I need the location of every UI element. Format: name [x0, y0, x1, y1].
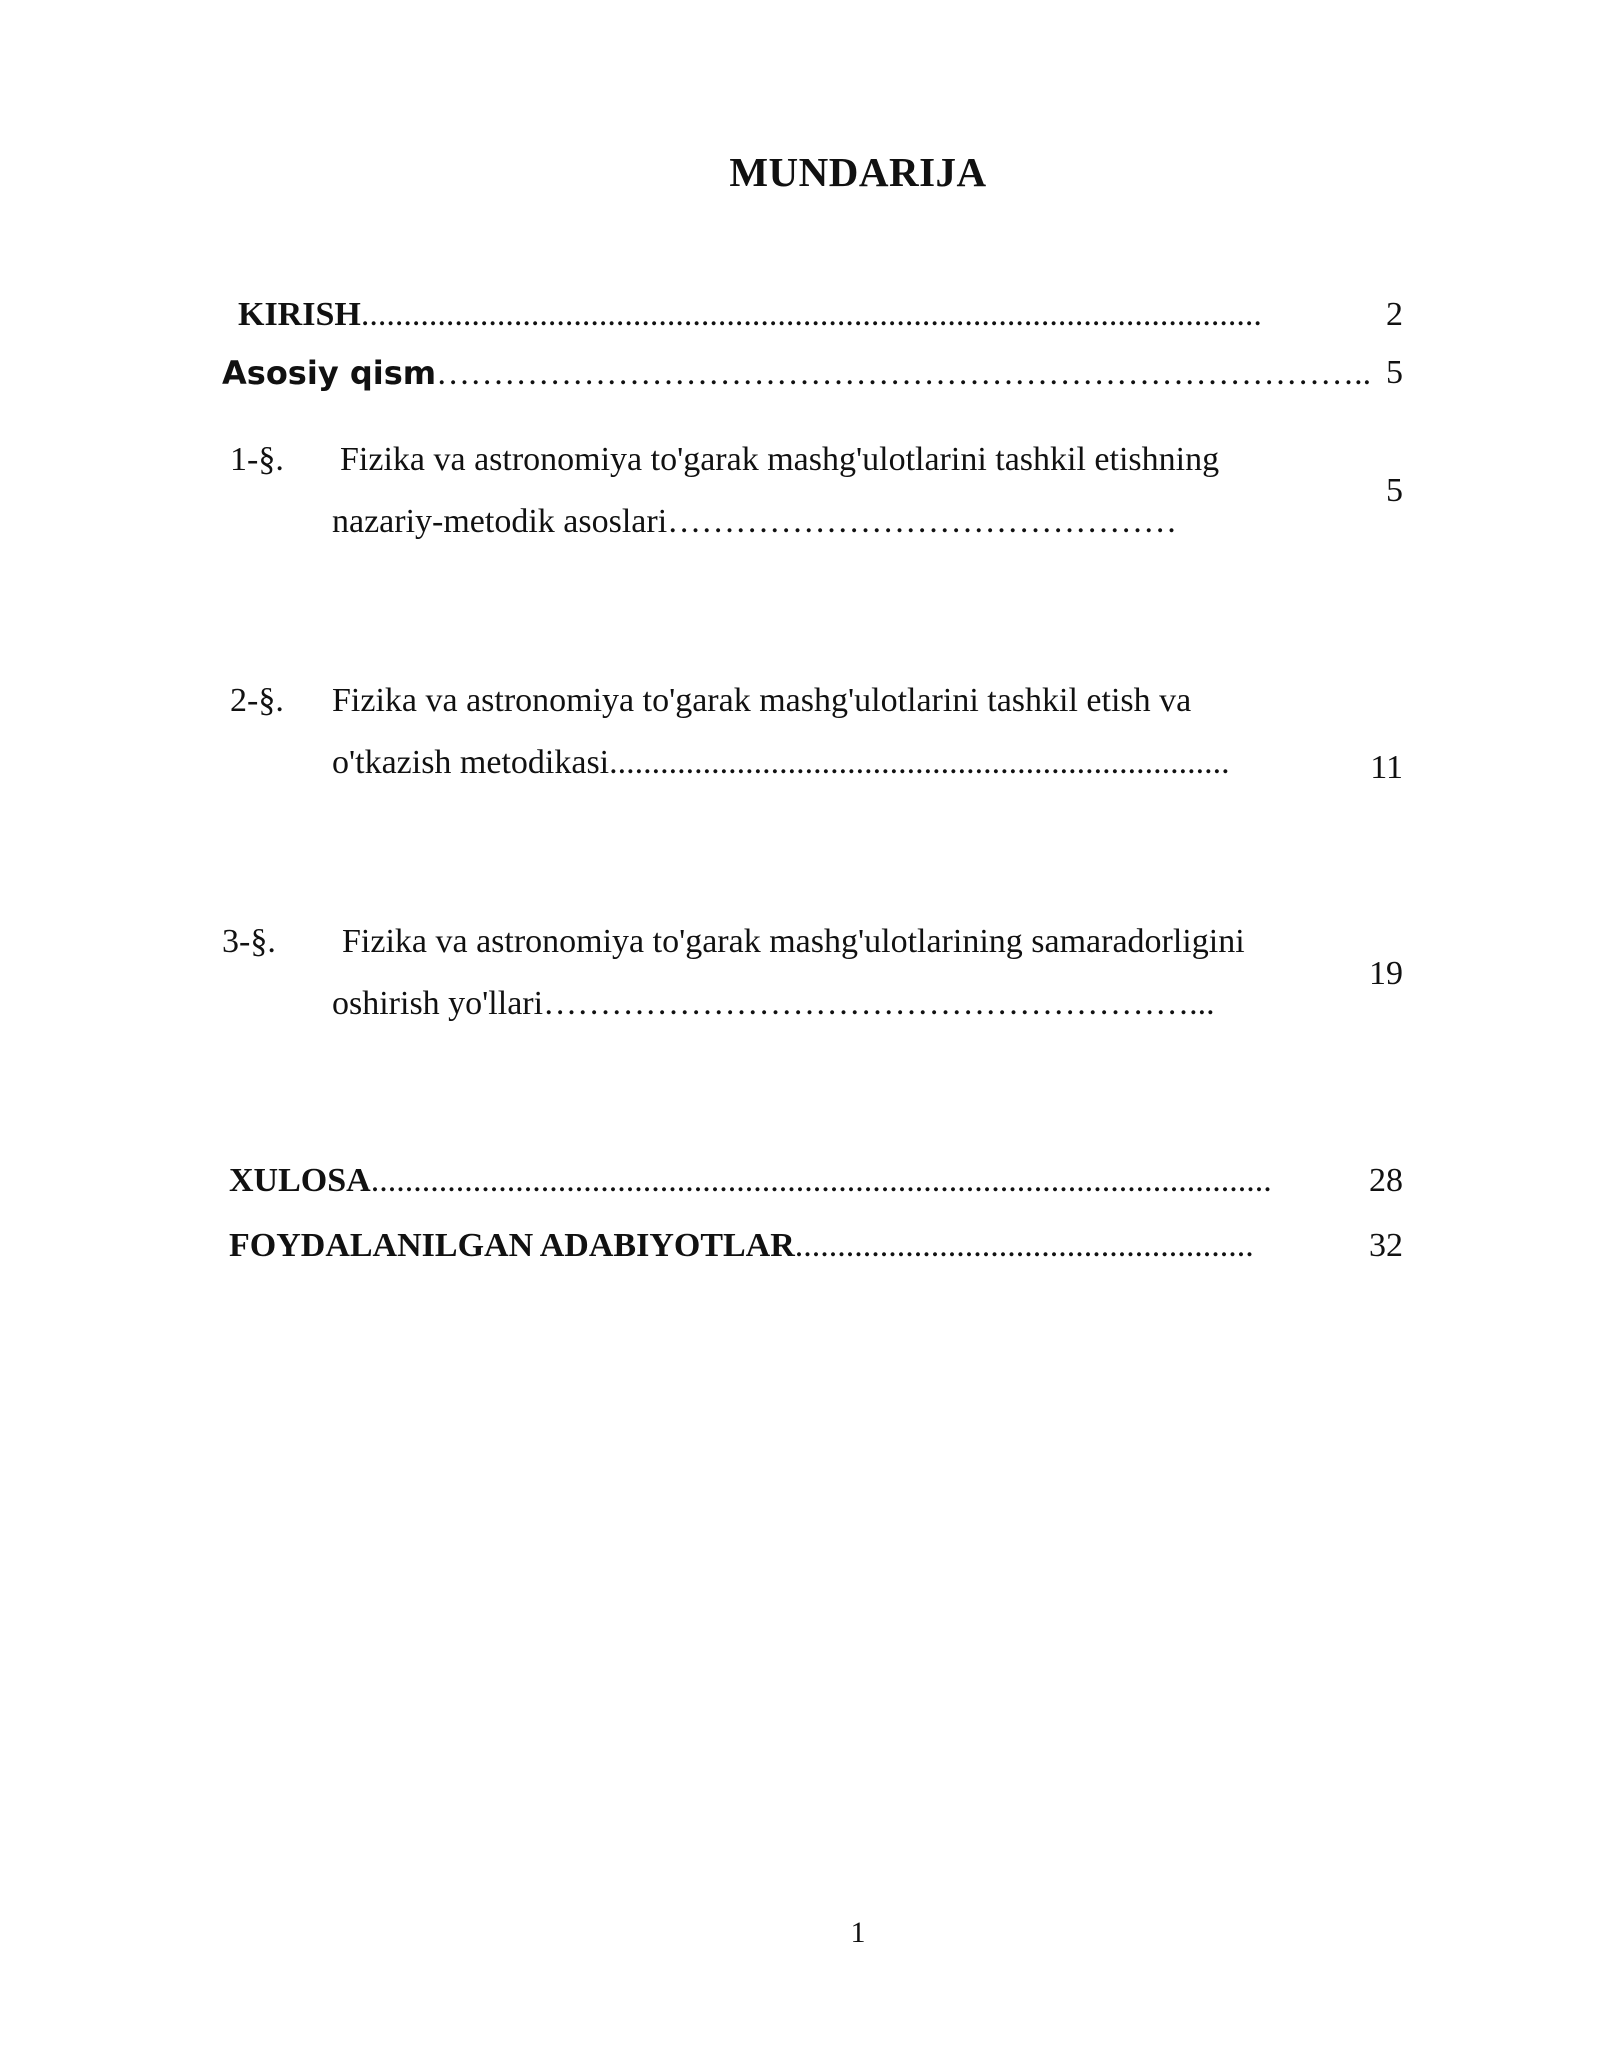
toc-label: XULOSA [229, 1162, 371, 1199]
toc-page-number: 28 [1369, 1162, 1403, 1199]
page-number: 1 [850, 1916, 866, 1949]
toc-leader: ...................................................... [794, 1227, 1254, 1264]
toc-section-number: 3-§. [222, 923, 276, 960]
toc-section-title-line2: o'tkazish metodikasi......................................................................... [332, 744, 1230, 781]
toc-leader: ......................................................................... [609, 744, 1230, 781]
toc-leader: .......................................................................................................... [360, 296, 1262, 333]
toc-label: KIRISH [238, 296, 361, 333]
page-title: MUNDARIJA [729, 149, 987, 195]
toc-section-title-line1: Fizika va astronomiya to'garak mashg'ulotlarining samaradorligini [342, 923, 1245, 960]
toc-entry-adabiyotlar [229, 1226, 1254, 1266]
toc-section-number: 2-§. [230, 682, 284, 719]
toc-page-number: 19 [1369, 955, 1403, 992]
toc-page-number: 5 [1386, 472, 1403, 509]
toc-section-title-line1: Fizika va astronomiya to'garak mashg'ulotlarini tashkil etish va [332, 682, 1192, 719]
toc-leader: …………………………………………………... [543, 985, 1215, 1022]
toc-section-number: 1-§. [230, 441, 284, 478]
toc-label: Asosiy qism [222, 354, 437, 392]
toc-page-number: 11 [1370, 749, 1403, 786]
toc-page-number: 2 [1386, 296, 1403, 333]
toc-section-title-line1: Fizika va astronomiya to'garak mashg'ulotlarini tashkil etishning [340, 441, 1220, 478]
toc-leader: ……………………………………… [667, 503, 1178, 540]
toc-entry-kirish [238, 295, 1262, 335]
toc-section-title-line2: oshirish yo'llari…………………………………………………... [332, 985, 1215, 1022]
toc-entry-xulosa [229, 1161, 1272, 1201]
toc-section-title-line2: nazariy-metodik asoslari……………………………………… [332, 503, 1178, 540]
toc-entry-asosiy-qism [222, 353, 1371, 394]
toc-page-number: 5 [1386, 354, 1403, 391]
toc-leader: .......................................................................................................... [370, 1162, 1272, 1199]
toc-page-number: 32 [1369, 1227, 1403, 1264]
toc-leader: ……………………………………………………………………….. [436, 355, 1372, 392]
toc-label: FOYDALANILGAN ADABIYOTLAR [229, 1227, 795, 1264]
